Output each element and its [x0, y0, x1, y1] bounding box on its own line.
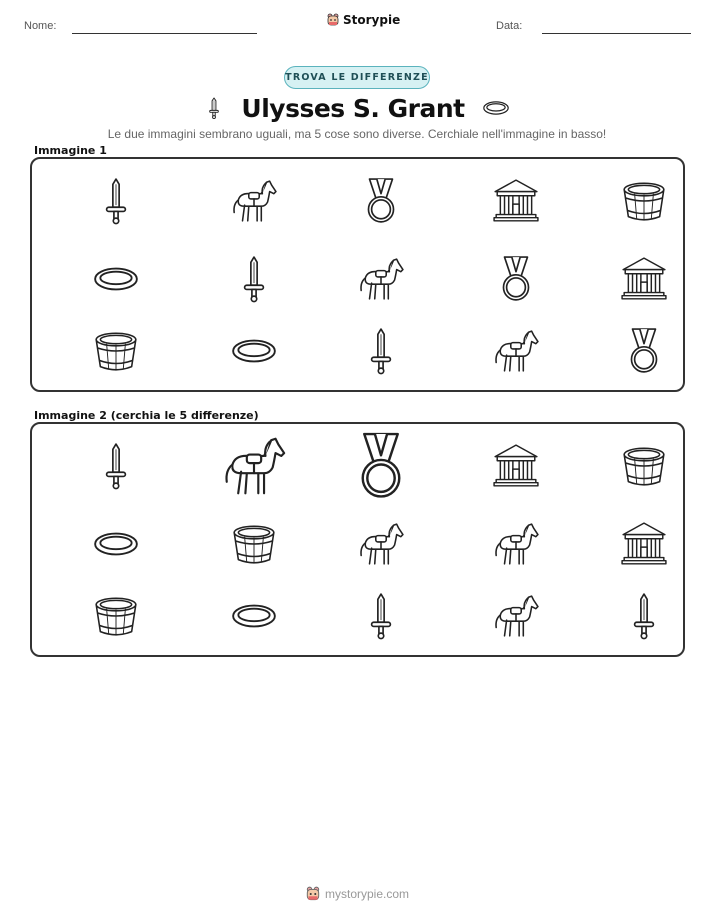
image2-cell-3-5[interactable]: [620, 592, 668, 640]
instructions: Le due immagini sembrano uguali, ma 5 cose sono diverse. Cerchiale nell'immagine in basso!: [107, 127, 607, 141]
image1-cell-3-2: [230, 327, 278, 375]
footer: [0, 886, 714, 902]
image1-cell-1-1: [92, 177, 140, 225]
image2-cell-2-5[interactable]: [620, 520, 668, 568]
image2-cell-1-2[interactable]: [221, 433, 287, 499]
barrel-icon: [230, 520, 278, 568]
image2-cell-3-2[interactable]: [230, 592, 278, 640]
image1-cell-3-5: [620, 327, 668, 375]
sword-icon: [357, 327, 405, 375]
ring-icon: [230, 327, 278, 375]
name-label: Nome:: [24, 20, 57, 32]
image1-cell-3-1: [92, 327, 140, 375]
image2-cell-2-4[interactable]: [492, 520, 540, 568]
medal-icon: [346, 431, 416, 501]
barrel-icon: [620, 442, 668, 490]
image2-cell-3-1[interactable]: [92, 592, 140, 640]
date-label: Data:: [496, 20, 523, 32]
horse-icon: [492, 520, 540, 568]
image1-cell-2-1: [92, 255, 140, 303]
activity-badge: [284, 66, 430, 89]
image2-cell-3-3[interactable]: [357, 592, 405, 640]
footer-url: mystorypie.com: [324, 887, 410, 901]
image1-cell-1-4: [492, 177, 540, 225]
ring-icon: [92, 255, 140, 303]
image1-cell-3-3: [357, 327, 405, 375]
building-icon: [492, 442, 540, 490]
date-field-line[interactable]: [542, 33, 691, 34]
ring-icon: [481, 94, 511, 122]
image2-cell-1-4[interactable]: [492, 442, 540, 490]
barrel-icon: [92, 592, 140, 640]
barrel-icon: [620, 177, 668, 225]
image1-cell-2-5: [620, 255, 668, 303]
medal-icon: [620, 327, 668, 375]
horse-icon: [492, 592, 540, 640]
sword-icon: [230, 255, 278, 303]
image1-cell-3-4: [492, 327, 540, 375]
ring-icon: [230, 592, 278, 640]
image1-cell-1-2: [230, 177, 278, 225]
medal-icon: [492, 255, 540, 303]
storypie-logo-icon: [326, 13, 340, 27]
image1-cell-2-4: [492, 255, 540, 303]
image1-cell-1-3: [357, 177, 405, 225]
image2-cell-1-5[interactable]: [620, 442, 668, 490]
building-icon: [620, 520, 668, 568]
medal-icon: [357, 177, 405, 225]
horse-icon: [221, 433, 287, 499]
horse-icon: [492, 327, 540, 375]
image2-cell-2-1[interactable]: [92, 520, 140, 568]
horse-icon: [230, 177, 278, 225]
image2-cell-1-3[interactable]: [346, 431, 416, 501]
image2-cell-1-1[interactable]: [92, 442, 140, 490]
sword-icon: [92, 177, 140, 225]
sword-icon: [203, 94, 225, 122]
badge-label: TROVA LE DIFFERENZE: [285, 72, 429, 83]
image2-panel[interactable]: [30, 422, 685, 657]
name-field-line[interactable]: [72, 33, 257, 34]
image2-cell-3-4[interactable]: [492, 592, 540, 640]
image1-panel: [30, 157, 685, 392]
page-title: Ulysses S. Grant: [241, 93, 465, 123]
image2-cell-2-2[interactable]: [230, 520, 278, 568]
sword-icon: [620, 592, 668, 640]
sword-icon: [92, 442, 140, 490]
image2-cell-2-3[interactable]: [357, 520, 405, 568]
image1-label: Immagine 1: [34, 144, 107, 157]
image1-cell-2-3: [357, 255, 405, 303]
storypie-logo-icon: [305, 886, 321, 902]
title-row: [0, 90, 714, 126]
building-icon: [620, 255, 668, 303]
barrel-icon: [92, 327, 140, 375]
image1-cell-2-2: [230, 255, 278, 303]
image1-cell-1-5: [620, 177, 668, 225]
horse-icon: [357, 255, 405, 303]
horse-icon: [357, 520, 405, 568]
brand: [326, 13, 400, 27]
building-icon: [492, 177, 540, 225]
ring-icon: [92, 520, 140, 568]
brand-name: Storypie: [343, 13, 401, 27]
sword-icon: [357, 592, 405, 640]
image2-label: Immagine 2 (cerchia le 5 differenze): [34, 409, 259, 422]
